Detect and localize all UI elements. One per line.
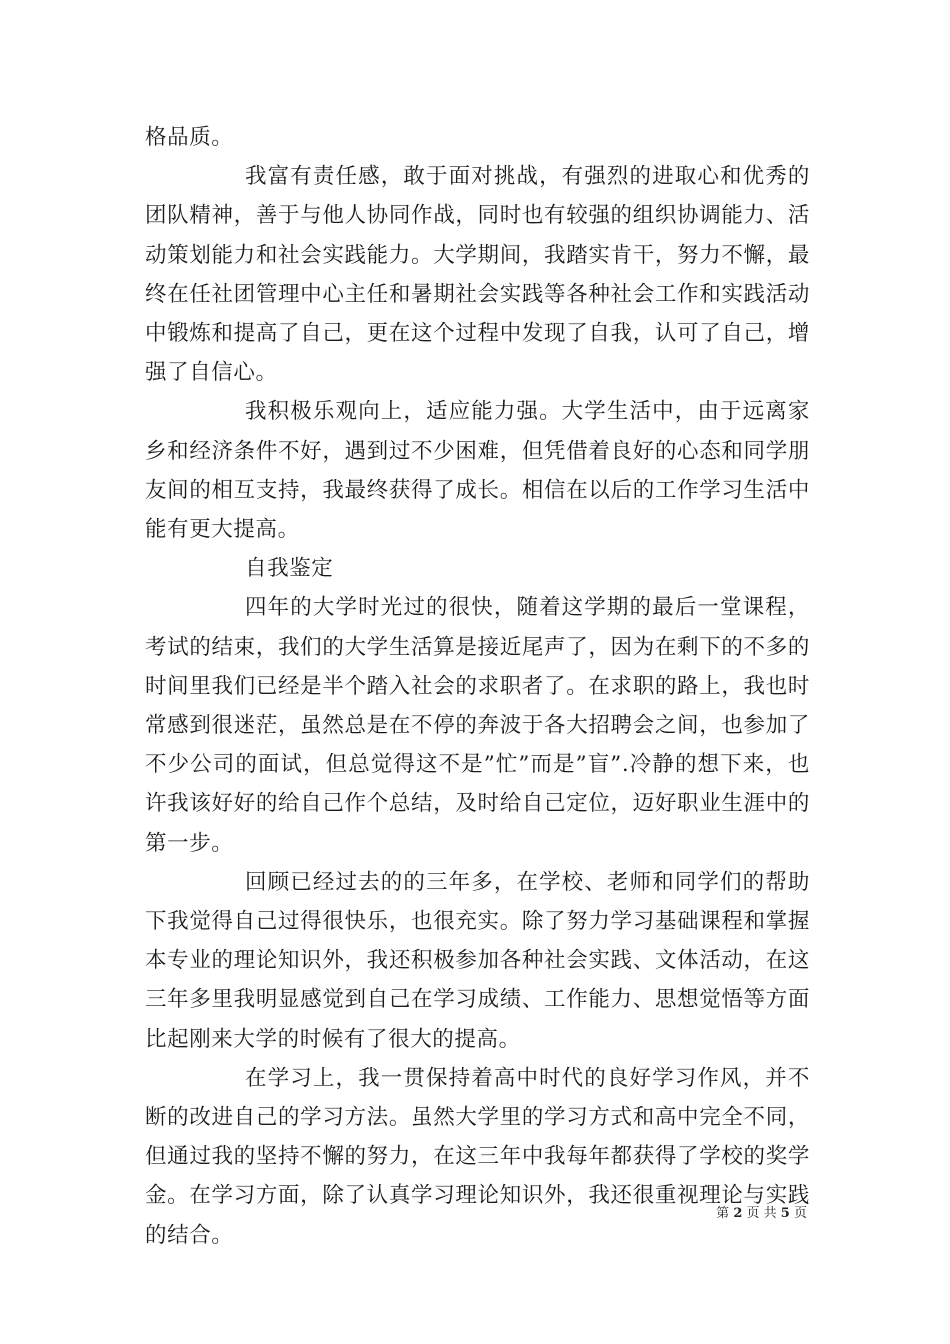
footer-suffix: 页: [793, 1206, 807, 1221]
document-body: [145, 118, 810, 1255]
paragraph-5: 回顾已经过去的的三年多，在学校、老师和同学们的帮助下我觉得自己过得很快乐，也很充实。除了努力学习基础课程和掌握本专业的理论知识外，我还积极参加各种社会实践、文体活动，在这三年多里我明显感觉到自己在学习成绩、工作能力、思想觉悟等方面比起刚来大学的时候有了很大的提高。: [145, 869, 810, 1052]
section-heading: 自我鉴定: [245, 556, 334, 582]
paragraph-4: 四年的大学时光过的很快，随着这学期的最后一堂课程，考试的结束，我们的大学生活算是接近尾声了，因为在剩下的不多的时间里我们已经是半个踏入社会的求职者了。在求职的路上，我也时常感到很迷茫，虽然总是在不停的奔波于各大招聘会之间，也参加了不少公司的面试，但总觉得这不是”忙”而是”盲”.冷静的想下来，也许我该好好的给自己作个总结，及时给自己定位，迈好职业生涯中的第一步。: [145, 595, 810, 856]
footer-prefix: 第: [716, 1206, 730, 1221]
footer-middle: 页 共: [746, 1206, 777, 1221]
paragraph-3: 我积极乐观向上，适应能力强。大学生活中，由于远离家乡和经济条件不好，遇到过不少困难，但凭借着良好的心态和同学朋友间的相互支持，我最终获得了成长。相信在以后的工作学习生活中能有更大提高。: [145, 399, 810, 543]
paragraph-1: 格品质。: [145, 125, 234, 150]
paragraph-2: 我富有责任感，敢于面对挑战，有强烈的进取心和优秀的团队精神，善于与他人协同作战，同时也有较强的组织协调能力、活动策划能力和社会实践能力。大学期间，我踏实肯干，努力不懈，最终在任社团管理中心主任和暑期社会实践等各种社会工作和实践活动中锻炼和提高了自己，更在这个过程中发现了自我，认可了自己，增强了自信心。: [145, 164, 810, 386]
footer-current-page: 2: [733, 1206, 743, 1221]
footer-total-pages: 5: [780, 1206, 790, 1221]
paragraph-6: 在学习上，我一贯保持着高中时代的良好学习作风，并不断的改进自己的学习方法。虽然大学里的学习方式和高中完全不同，但通过我的坚持不懈的努力，在这三年中我每年都获得了学校的奖学金。在学习方面，除了认真学习理论知识外，我还很重视理论与实践的结合。: [145, 1065, 810, 1248]
page-footer: [716, 1202, 807, 1221]
